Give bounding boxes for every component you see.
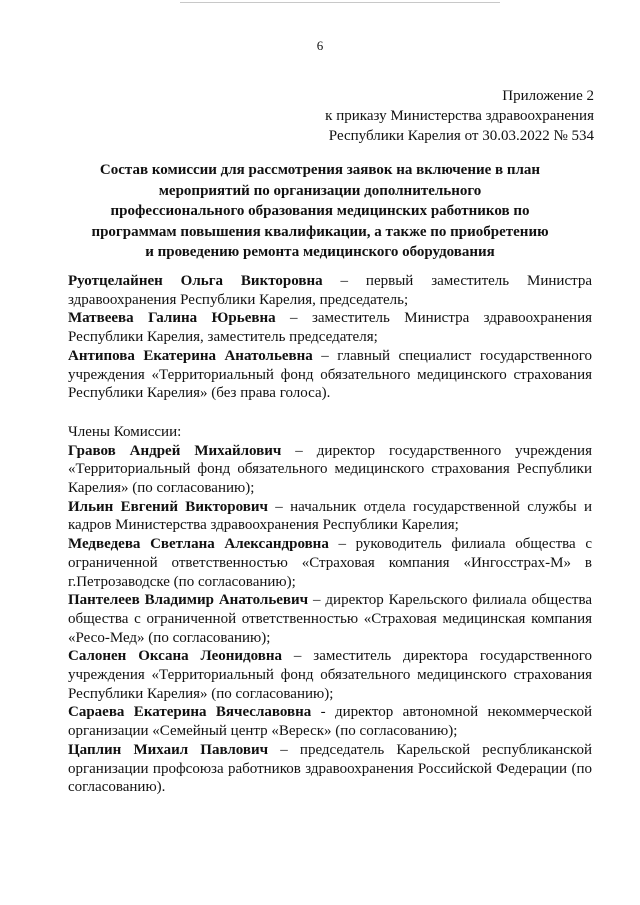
member-name: Салонен Оксана Леонидовна [68,648,282,665]
member-name: Матвеева Галина Юрьевна [68,310,276,327]
member-entry [68,442,592,498]
appendix-order-date: Республики Карелия от 30.03.2022 № 534 [328,128,594,144]
member-role: – главный специалист государственного учреждения «Территориальный фонд обязательного медицинского страхования Республики Карелия» (без права голоса). [68,347,592,402]
member-role: – руководитель филиала общества с ограниченной ответственностью «Страховая компания «Ингосстрах-М» в г.Петрозаводске (по согласованию); [68,536,592,590]
member-role: – директор государственного учреждения «Территориальный фонд обязательного медицинского страхования Республики Карелия» (по согласованию); [68,442,592,497]
appendix-header [325,86,594,146]
deputy-chair-entry [68,309,592,346]
member-entry [68,591,592,647]
chair-entry [68,272,592,309]
member-name: Медведева Светлана Александровна [68,536,329,553]
member-role: – председатель Карельской республиканской организации профсоюза работников здравоохранения Российской Федерации (по согласованию). [68,741,592,796]
member-name: Гравов Андрей Михайлович [68,442,282,459]
secretary-entry [68,347,592,403]
appendix-order-ref: к приказу Министерства здравоохранения [325,108,594,124]
member-entry [68,498,592,535]
commission-composition [68,272,592,797]
member-entry [68,741,592,797]
members-label: Члены Комиссии: [68,423,182,440]
scan-edge-line [180,2,500,3]
member-name: Антипова Екатерина Анатольевна [68,347,313,364]
member-name: Ильин Евгений Викторович [68,498,268,515]
appendix-label: Приложение 2 [502,88,594,104]
member-entry [68,703,592,740]
section-gap [68,403,592,423]
page-number: 6 [316,38,324,53]
document-title: Состав комиссии для рассмотрения заявок на включение в план мероприятий по организации дополнительного профессионального образования медицинских работников по программам повышения квалификации, а также по приобретению и проведению ремонта медицинского оборудования [91,162,549,260]
member-role: – начальник отдела государственной службы и кадров Министерства здравоохранения Республики Карелия; [68,498,592,534]
member-name: Сараева Екатерина Вячеславовна [68,704,312,721]
member-name: Цаплин Михаил Павлович [68,741,269,758]
member-role: – директор Карельского филиала общества общества с ограниченной ответственностью «Страховая медицинская компания «Ресо-Мед» (по согласованию); [68,592,592,646]
member-role: - директор автономной некоммерческой организации «Семейный центр «Вереск» (по согласованию); [68,704,592,740]
member-entry [68,647,592,703]
member-name: Руотцелайнен Ольга Викторовна [68,273,323,289]
member-name: Пантелеев Владимир Анатольевич [68,592,309,609]
member-entry [68,535,592,591]
member-role: – заместитель Министра здравоохранения Республики Карелия, заместитель председателя; [68,310,592,346]
member-role: – заместитель директора государственного учреждения «Территориальный фонд обязательного медицинского страхования Республики Карелия» (по согласованию); [68,648,593,702]
member-role: – первый заместитель Министра здравоохранения Республики Карелия, председатель; [68,273,592,308]
